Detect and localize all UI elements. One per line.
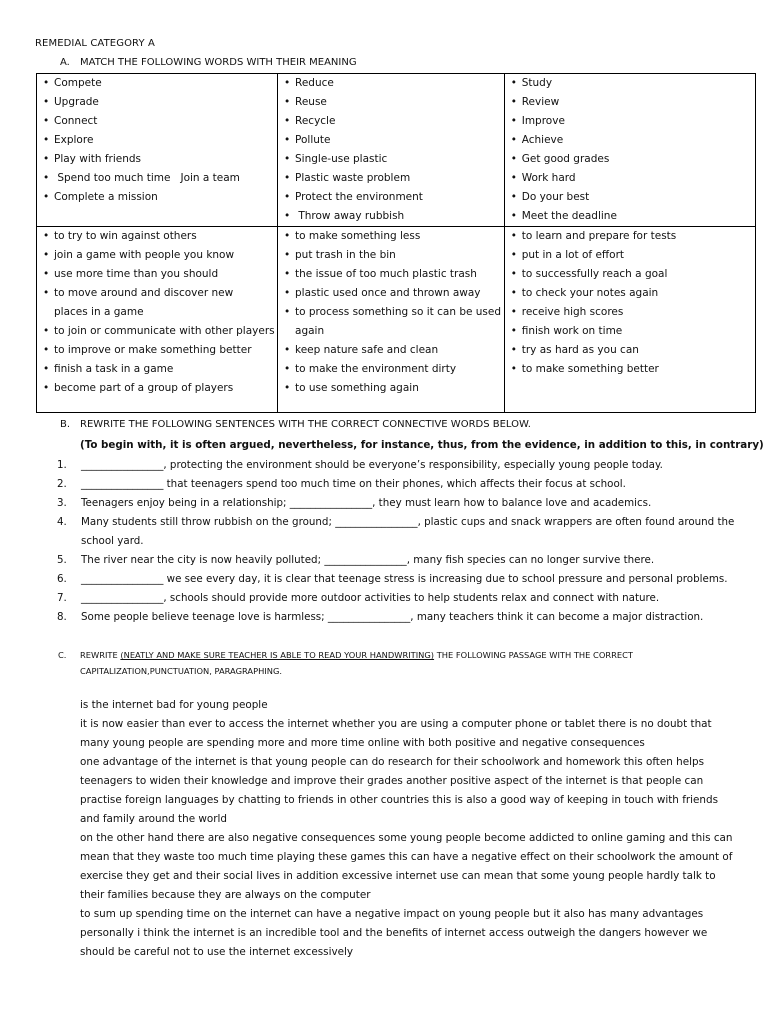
sentence-item [45,570,745,589]
words-row [37,74,756,227]
sentence-text: ________________, schools should provide more outdoor activities to help students relax and connect with nature. [81,592,660,604]
meaning-item: • finish work on time [510,322,755,341]
meaning-item: • join a game with people you know [42,246,277,265]
sentence-text: The river near the city is now heavily polluted; ________________, many fish species can no longer survive there. [81,554,655,566]
meanings-row [37,227,756,413]
sentence-item [45,494,745,513]
meanings-column-1 [37,227,278,413]
sentence-item [45,513,745,551]
sentence-number: 8. [57,611,67,623]
word-item: • Study [510,74,755,93]
word-item: • Plastic waste problem [283,169,504,188]
section-c-letter: C. [58,650,67,660]
word-item: • Pollute [283,131,504,150]
sentence-text: ________________ that teenagers spend too much time on their phones, which affects their focus at school. [81,478,626,490]
meaning-item: • use more time than you should [42,265,277,284]
section-b-title: REWRITE THE FOLLOWING SENTENCES WITH THE CORRECT CONNECTIVE WORDS BELOW. [80,419,531,430]
sentence-number: 6. [57,573,67,585]
meaning-item: • to use something again [283,379,504,398]
meaning-item: • to check your notes again [510,284,755,303]
section-a-heading [60,57,357,68]
sentence-text: ________________ we see every day, it is clear that teenage stress is increasing due to school pressure and personal problems. [81,573,728,585]
sentence-number: 4. [57,516,67,528]
meaning-item: • to process something so it can be used again [283,303,504,341]
section-a-letter: A. [60,57,70,68]
word-item: • Reuse [283,93,504,112]
section-c-rewrite: REWRITE [80,650,121,660]
meaning-item: • to try to win against others [42,227,277,246]
word-item: • Throw away rubbish [283,207,504,226]
section-b-heading [60,419,531,430]
section-c-note: (NEATLY AND MAKE SURE TEACHER IS ABLE TO READ YOUR HANDWRITING) [120,650,435,660]
section-b-letter: B. [60,419,71,430]
words-column-1 [37,74,278,227]
sentence-number: 2. [57,478,67,490]
meaning-item: • try as hard as you can [510,341,755,360]
sentence-text: Teenagers enjoy being in a relationship; ________________, they must learn how to balance love and academics. [81,497,652,509]
word-item: • Spend too much time Join a team [42,169,277,188]
sentence-text: Some people believe teenage love is harmless; ________________, many teachers think it can become a major distraction. [81,611,704,623]
word-item: • Compete [42,74,277,93]
meaning-item: • to make something better [510,360,755,379]
word-item: • Protect the environment [283,188,504,207]
word-item: • Complete a mission [42,188,277,207]
meanings-column-3 [504,227,755,413]
word-item: • Work hard [510,169,755,188]
sentence-text: ________________, protecting the environment should be everyone’s responsibility, especially young people today. [81,459,663,471]
sentence-item [45,589,745,608]
sentence-number: 1. [57,459,67,471]
passage [80,696,740,962]
sentence-list [45,456,745,627]
meaning-item: • the issue of too much plastic trash [283,265,504,284]
meaning-item: • plastic used once and thrown away [283,284,504,303]
words-column-2 [278,74,505,227]
meaning-item: • to improve or make something better [42,341,277,360]
matching-table [36,73,756,413]
section-a-title: MATCH THE FOLLOWING WORDS WITH THEIR MEANING [80,57,357,68]
word-item: • Achieve [510,131,755,150]
sentence-number: 3. [57,497,67,509]
word-item: • Upgrade [42,93,277,112]
passage-paragraph: to sum up spending time on the internet can have a negative impact on young people but it also has many advantages personally i think the internet is an incredible tool and the benefits of internet access outweigh the dangers however we should be careful not to use the internet excessively [80,908,708,958]
meaning-item: • to make something less [283,227,504,246]
word-item: • Review [510,93,755,112]
passage-paragraph: one advantage of the internet is that young people can do research for their schoolwork and homework this often helps teenagers to widen their knowledge and improve their grades another positive aspect of the internet is that people can practise foreign languages by chatting to friends in other countries this is also a good way of keeping in touch with friends and family around the world [80,756,718,825]
word-item: • Play with friends [42,150,277,169]
word-item: • Do your best [510,188,755,207]
connective-words: (To begin with, it is often argued, nevertheless, for instance, thus, from the evidence, in addition to this, in contrary) [80,439,764,451]
sentence-item [45,475,745,494]
page-title: REMEDIAL CATEGORY A [35,38,155,49]
word-item: • Explore [42,131,277,150]
sentence-text: Many students still throw rubbish on the ground; ________________, plastic cups and snack wrappers are often found around the school yard. [81,516,735,547]
sentence-item [45,456,745,475]
meaning-item: • receive high scores [510,303,755,322]
word-item: • Connect [42,112,277,131]
passage-paragraph: on the other hand there are also negative consequences some young people become addicted to online gaming and this can mean that they waste too much time playing these games this can have a negative effect on their schoolwork the amount of exercise they get and their social lives in addition excessive internet use can mean that some young people hardly talk to their families because they are always on the computer [80,832,733,901]
meanings-column-2 [278,227,505,413]
meaning-item: • to successfully reach a goal [510,265,755,284]
word-item: • Recycle [283,112,504,131]
meaning-item: • keep nature safe and clean [283,341,504,360]
meaning-item: • put in a lot of effort [510,246,755,265]
word-item: • Reduce [283,74,504,93]
meaning-item: • to move around and discover new places in a game [42,284,277,322]
word-item: • Improve [510,112,755,131]
passage-paragraph: is the internet bad for young people [80,699,268,711]
word-item: • Meet the deadline [510,207,755,226]
meaning-item: • to join or communicate with other players [42,322,277,341]
sentence-number: 5. [57,554,67,566]
section-c-heading [58,647,728,679]
passage-paragraph: it is now easier than ever to access the internet whether you are using a computer phone or tablet there is no doubt that many young people are spending more and more time online with both positive and negative consequences [80,718,712,749]
meaning-item: • finish a task in a game [42,360,277,379]
meaning-item: • to learn and prepare for tests [510,227,755,246]
words-column-3 [504,74,755,227]
meaning-item: • to make the environment dirty [283,360,504,379]
section-c-instruction-line2: CAPITALIZATION,PUNCTUATION, PARAGRAPHING. [80,666,283,676]
sentence-item [45,608,745,627]
sentence-number: 7. [57,592,67,604]
word-item: • Get good grades [510,150,755,169]
sentence-item [45,551,745,570]
word-item: • Single-use plastic [283,150,504,169]
section-c-instruction: THE FOLLOWING PASSAGE WITH THE CORRECT [434,650,634,660]
meaning-item: • become part of a group of players [42,379,277,398]
meaning-item: • put trash in the bin [283,246,504,265]
